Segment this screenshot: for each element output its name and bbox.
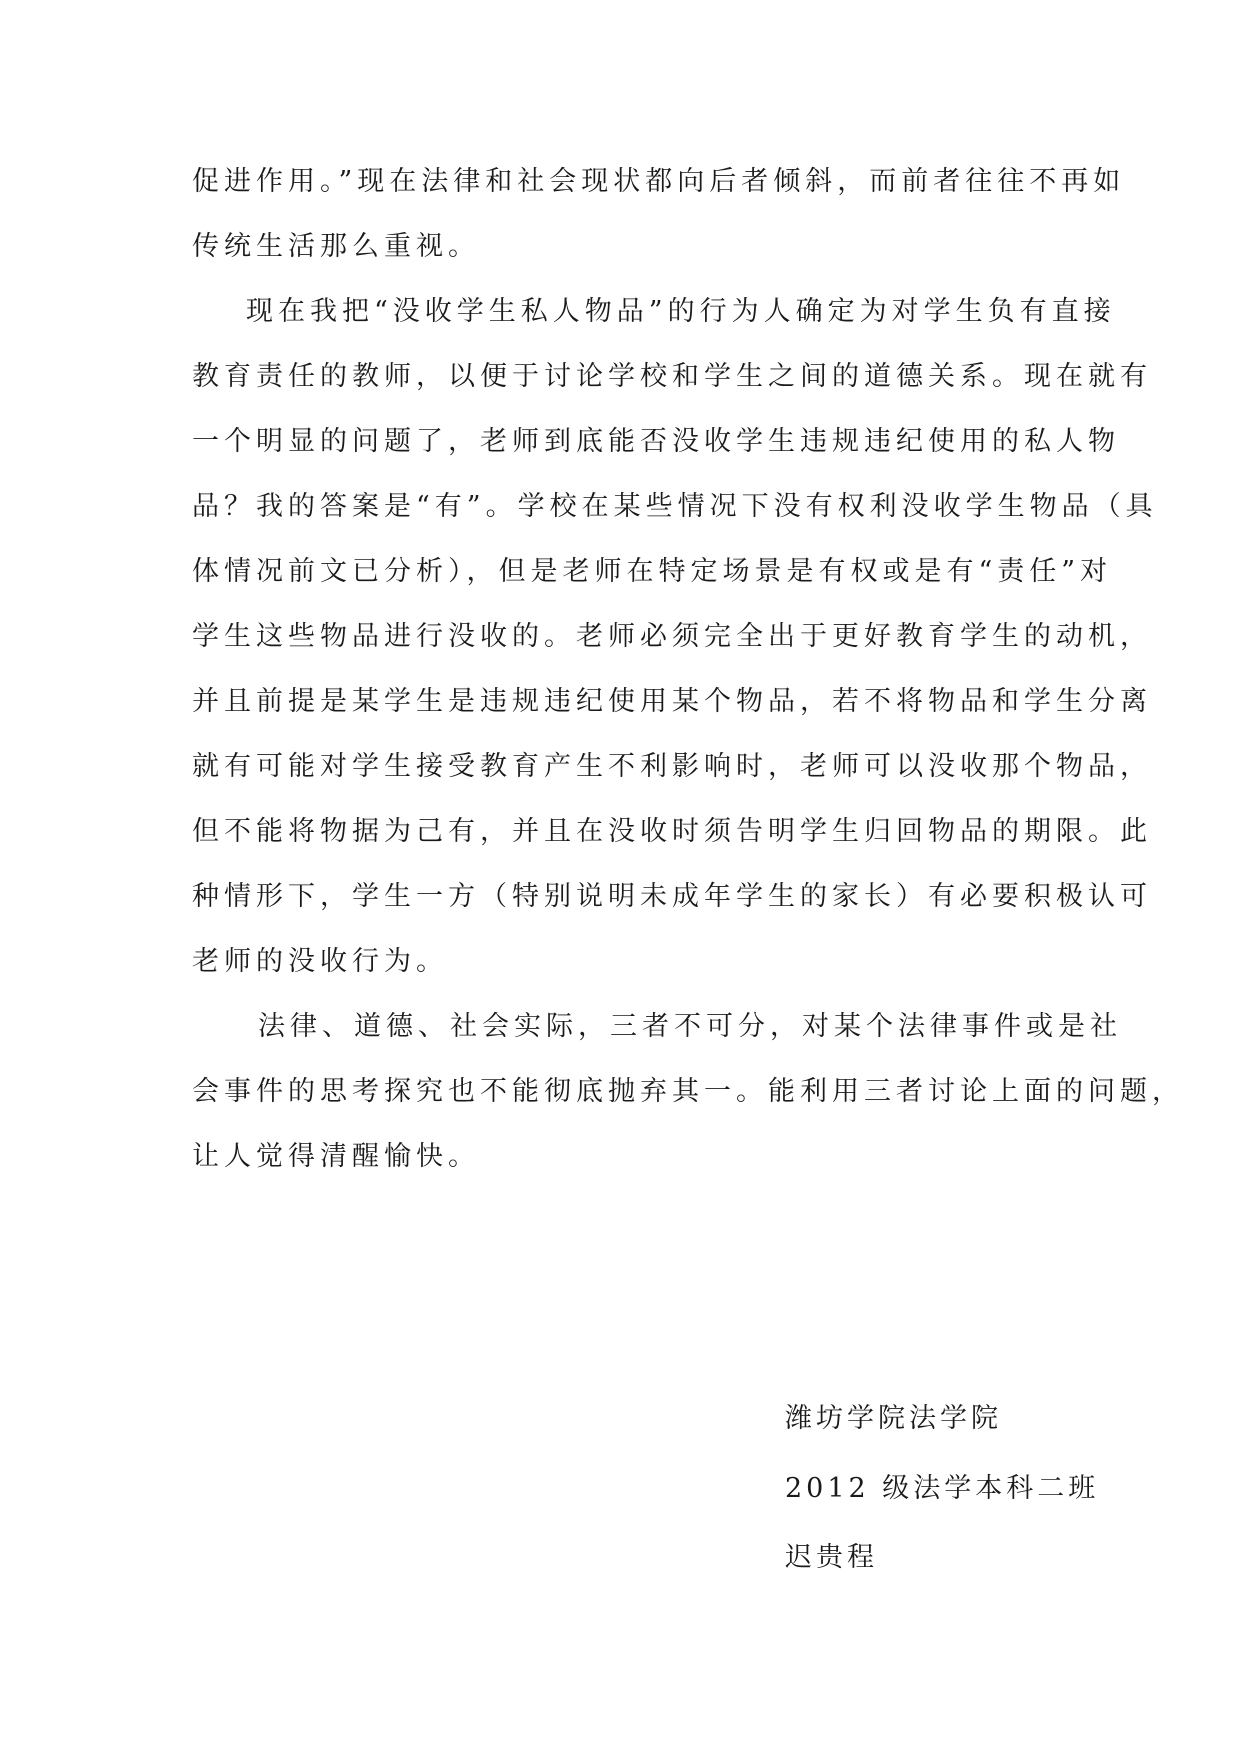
text-line: 体情况前文已分析），但是老师在特定场景是有权或是有“责任”对 (192, 556, 1113, 587)
text-line: 传统生活那么重视。 (192, 231, 480, 262)
text-line: 并且前提是某学生是违规违纪使用某个物品，若不将物品和学生分离 (192, 686, 1152, 717)
text-line: 现在我把“没收学生私人物品”的行为人确定为对学生负有直接 (246, 296, 1116, 327)
signature-class: 2012 级法学本科二班 (785, 1473, 1100, 1504)
signature-school: 潍坊学院法学院 (785, 1403, 1002, 1434)
text-line: 种情形下，学生一方（特别说明未成年学生的家长）有必要积极认可 (192, 881, 1152, 912)
text-line: 一个明显的问题了，老师到底能否没收学生违规违纪使用的私人物 (192, 426, 1120, 457)
signature-author: 迟贵程 (785, 1542, 878, 1573)
text-line: 品？我的答案是“有”。学校在某些情况下没有权利没收学生物品（具 (192, 491, 1158, 522)
text-line: 学生这些物品进行没收的。老师必须完全出于更好教育学生的动机， (192, 621, 1152, 652)
text-line: 法律、道德、社会实际，三者不可分，对某个法律事件或是社 (258, 1011, 1122, 1042)
text-line: 会事件的思考探究也不能彻底抛弃其一。能利用三者讨论上面的问题， (192, 1076, 1184, 1107)
text-line: 但不能将物据为己有，并且在没收时须告明学生归回物品的期限。此 (192, 816, 1152, 847)
text-line: 让人觉得清醒愉快。 (192, 1141, 480, 1172)
text-line: 就有可能对学生接受教育产生不利影响时，老师可以没收那个物品， (192, 751, 1152, 782)
text-line: 老师的没收行为。 (192, 946, 448, 977)
text-line: 教育责任的教师，以便于讨论学校和学生之间的道德关系。现在就有 (192, 361, 1152, 392)
text-line: 促进作用。”现在法律和社会现状都向后者倾斜，而前者往往不再如 (192, 166, 1126, 197)
